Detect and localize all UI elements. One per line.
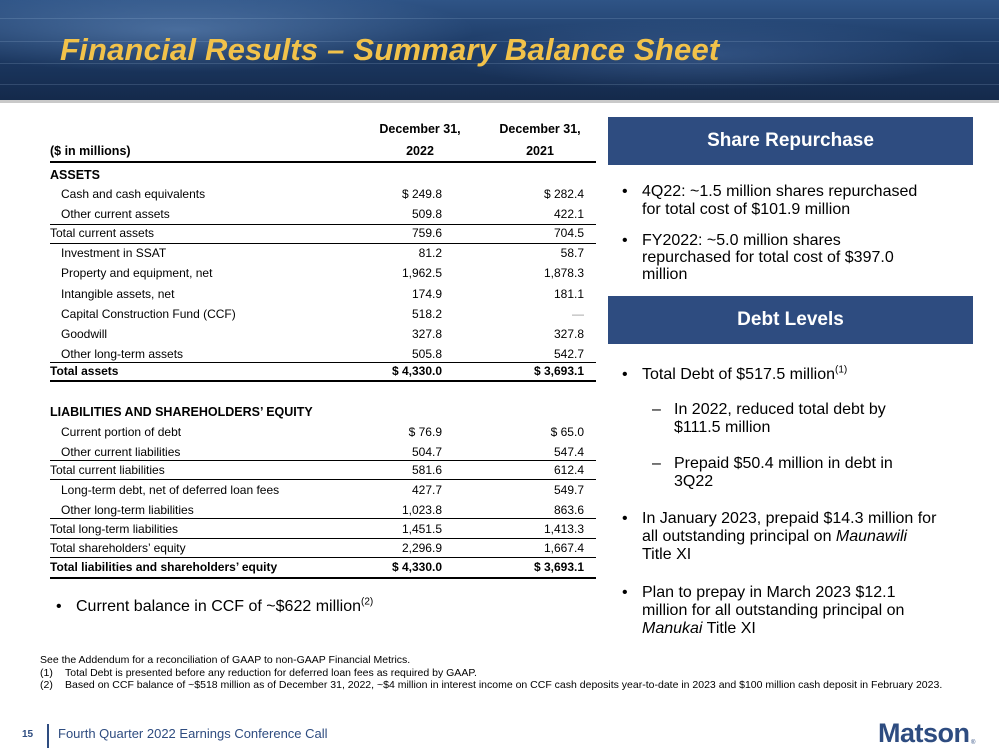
page-title: Financial Results – Summary Balance Sheet <box>60 32 720 67</box>
value-2021: 547.4 <box>553 445 584 459</box>
page-number: 15 <box>22 729 34 740</box>
matson-logo: Matson <box>878 718 970 748</box>
row-label: Total liabilities and shareholders’ equity <box>50 560 278 574</box>
table-row <box>50 519 596 539</box>
value-2022: 2,296.9 <box>401 541 442 555</box>
row-label: Long-term debt, net of deferred loan fees <box>61 483 280 497</box>
value-2021: $ 65.0 <box>550 425 584 439</box>
value-2022: $ 76.9 <box>408 425 442 439</box>
share-repurchase-header: Share Repurchase <box>608 117 973 165</box>
value-2021: 704.5 <box>553 226 584 240</box>
row-label: Total long-term liabilities <box>50 522 179 536</box>
footnote-1: (1) Total Debt is presented before any reduction for deferred loan fees as required by GAAP. <box>40 666 477 679</box>
row-label: Property and equipment, net <box>61 266 213 280</box>
value-2021: — <box>572 307 584 321</box>
value-2022: 1,962.5 <box>401 266 442 280</box>
row-rule <box>50 380 596 382</box>
header-divider <box>0 100 999 103</box>
table-row <box>50 243 596 263</box>
table-row <box>50 324 596 344</box>
value-2022: 1,023.8 <box>401 503 442 517</box>
row-label: Other long-term assets <box>61 347 184 361</box>
value-2022: 327.8 <box>411 327 442 341</box>
row-label: Other long-term liabilities <box>61 503 194 517</box>
row-label: Current portion of debt <box>61 425 182 439</box>
table-row <box>50 557 596 577</box>
table-row <box>50 284 596 304</box>
header-banner <box>0 0 999 102</box>
footer-divider <box>47 724 49 748</box>
footer <box>0 718 999 750</box>
value-2022: 759.6 <box>411 226 442 240</box>
registered-mark: ® <box>971 740 976 746</box>
footnote-intro: See the Addendum for a reconciliation of GAAP to non-GAAP Financial Metrics. <box>40 654 411 666</box>
value-2022: 509.8 <box>411 207 442 221</box>
value-2021: 327.8 <box>553 327 584 341</box>
value-2022: 581.6 <box>411 463 442 477</box>
units-label: ($ in millions) <box>50 144 131 158</box>
row-label: Total current assets <box>50 226 155 240</box>
row-label: Goodwill <box>61 327 108 341</box>
value-2021: 1,878.3 <box>543 266 584 280</box>
table-row <box>50 460 596 480</box>
row-label: Intangible assets, net <box>61 287 175 301</box>
value-2021: $ 3,693.1 <box>533 560 584 574</box>
value-2022: 518.2 <box>411 307 442 321</box>
row-label: Other current assets <box>61 207 170 221</box>
table-row <box>50 422 596 442</box>
col-2022-header-line2: 2022 <box>406 144 434 158</box>
row-label: Other current liabilities <box>61 445 181 459</box>
table-row <box>50 304 596 324</box>
table-row <box>50 184 596 204</box>
row-label: Investment in SSAT <box>61 246 167 260</box>
col-2021-header-line1: December 31, <box>499 122 581 136</box>
table-row <box>50 361 596 381</box>
value-2022: 505.8 <box>411 347 442 361</box>
liabilities-heading: LIABILITIES AND SHAREHOLDERS’ EQUITY <box>50 405 313 419</box>
row-label: Cash and cash equivalents <box>61 187 206 201</box>
value-2021: 1,667.4 <box>543 541 584 555</box>
value-2022: 81.2 <box>418 246 442 260</box>
header-rule <box>50 161 596 163</box>
footer-text: Fourth Quarter 2022 Earnings Conference Call <box>58 726 328 741</box>
table-row <box>50 442 596 462</box>
value-2022: 1,451.5 <box>401 522 442 536</box>
value-2021: 58.7 <box>560 246 584 260</box>
assets-heading: ASSETS <box>50 168 101 182</box>
col-2022-header-line1: December 31, <box>379 122 461 136</box>
ccf-balance-bullet: • Current balance in CCF of ~$622 million$^{(2)}$ <box>56 596 374 615</box>
value-2021: 612.4 <box>553 463 584 477</box>
value-2022: 504.7 <box>411 445 442 459</box>
row-rule <box>50 577 596 579</box>
table-row <box>50 223 596 243</box>
row-label: Total assets <box>50 364 119 378</box>
value-2021: $ 282.4 <box>543 187 584 201</box>
value-2021: 863.6 <box>553 503 584 517</box>
row-label: Total current liabilities <box>50 463 165 477</box>
footnote-2: (2) Based on CCF balance of ~$518 million as of December 31, 2022, ~$4 million in interest income on CCF cash deposits year-to-date in 2023 and $100 million cash deposit in February 2023. <box>40 679 943 691</box>
value-2022: $ 4,330.0 <box>391 364 442 378</box>
col-2021-header-line2: 2021 <box>526 144 554 158</box>
value-2022: 427.7 <box>411 483 442 497</box>
value-2021: 549.7 <box>553 483 584 497</box>
value-2021: 542.7 <box>553 347 584 361</box>
value-2021: 422.1 <box>553 207 584 221</box>
value-2021: $ 3,693.1 <box>533 364 584 378</box>
value-2021: 181.1 <box>553 287 584 301</box>
value-2022: 174.9 <box>411 287 442 301</box>
row-label: Total shareholders’ equity <box>50 541 186 555</box>
table-row <box>50 263 596 283</box>
footnotes <box>40 654 970 692</box>
row-label: Capital Construction Fund (CCF) <box>61 307 236 321</box>
table-row <box>50 204 596 224</box>
value-2021: 1,413.3 <box>543 522 584 536</box>
table-row <box>50 480 596 500</box>
table-row <box>50 538 596 558</box>
debt-levels-header: Debt Levels <box>608 296 973 344</box>
value-2022: $ 249.8 <box>401 187 442 201</box>
table-row <box>50 500 596 520</box>
value-2022: $ 4,330.0 <box>391 560 442 574</box>
